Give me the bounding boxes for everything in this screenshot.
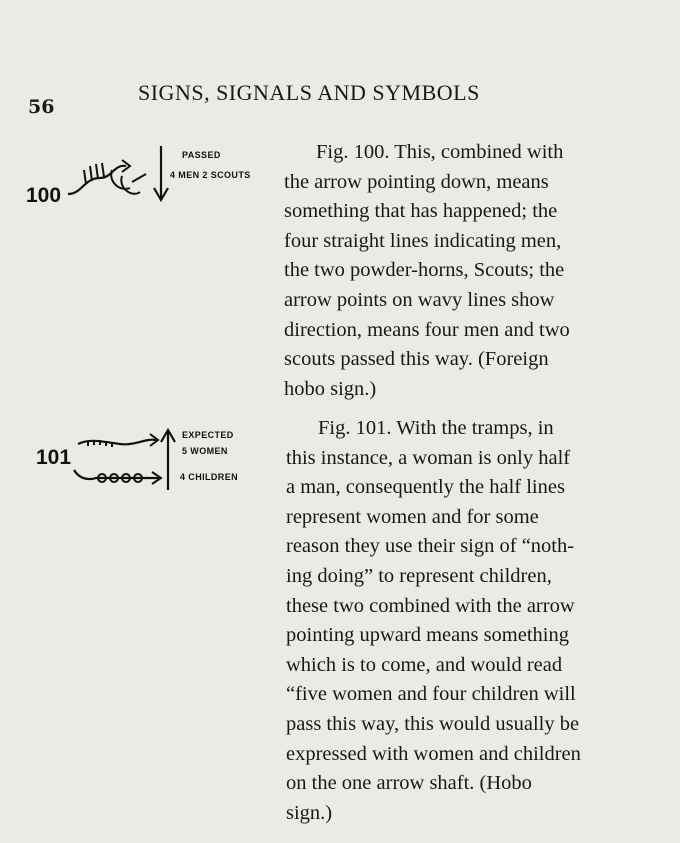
text-line: which is to come, and would read xyxy=(286,653,563,676)
figure-101-sketch xyxy=(30,420,262,496)
text-line: direction, means four men and two xyxy=(284,318,570,341)
text-line: the two powder-horns, Scouts; the xyxy=(284,259,565,282)
figure-101-number: 101 xyxy=(36,446,72,469)
text-line: Fig. 101. With the tramps, in xyxy=(318,417,554,439)
figure-101-caption-middle: 5 WOMEN xyxy=(182,446,228,456)
text-line: scouts passed this way. (Foreign xyxy=(284,348,549,371)
figure-100-caption-bottom: 4 MEN 2 SCOUTS xyxy=(170,170,251,180)
text-line: arrow points on wavy lines show xyxy=(284,288,555,311)
text-line: “five women and four children will xyxy=(286,683,576,706)
figure-100-description xyxy=(284,138,652,404)
text-line: a man, consequently the half lines xyxy=(286,476,565,499)
figure-100-sketch xyxy=(20,136,282,212)
text-line: on the one arrow shaft. (Hobo xyxy=(286,772,532,795)
figure-100-number: 100 xyxy=(26,184,62,207)
figure-101-description xyxy=(286,414,646,828)
page-number: 56 xyxy=(28,96,55,118)
text-line: four straight lines indicating men, xyxy=(284,229,562,252)
text-line: pass this way, this would usually be xyxy=(286,712,580,735)
figure-101-caption-bottom: 4 CHILDREN xyxy=(180,472,239,482)
figure-100-caption-top: PASSED xyxy=(182,150,221,160)
text-line: represent women and for some xyxy=(286,505,539,528)
text-line: the arrow pointing down, means xyxy=(284,170,549,193)
text-line: reason they use their sign of “noth- xyxy=(286,535,575,558)
text-line: this instance, a woman is only half xyxy=(286,446,571,469)
text-line: these two combined with the arrow xyxy=(286,594,575,617)
running-head: SIGNS, SIGNALS AND SYMBOLS xyxy=(138,80,480,105)
text-line: hobo sign.) xyxy=(284,377,377,400)
text-line: ing doing” to represent children, xyxy=(286,564,552,587)
text-line: pointing upward means something xyxy=(286,624,569,647)
text-line: expressed with women and children xyxy=(286,742,581,765)
text-line: Fig. 100. This, combined with xyxy=(316,141,564,163)
text-line: sign.) xyxy=(286,801,333,824)
text-line: something that has happened; the xyxy=(284,200,558,223)
figure-101-caption-top: EXPECTED xyxy=(182,430,234,440)
